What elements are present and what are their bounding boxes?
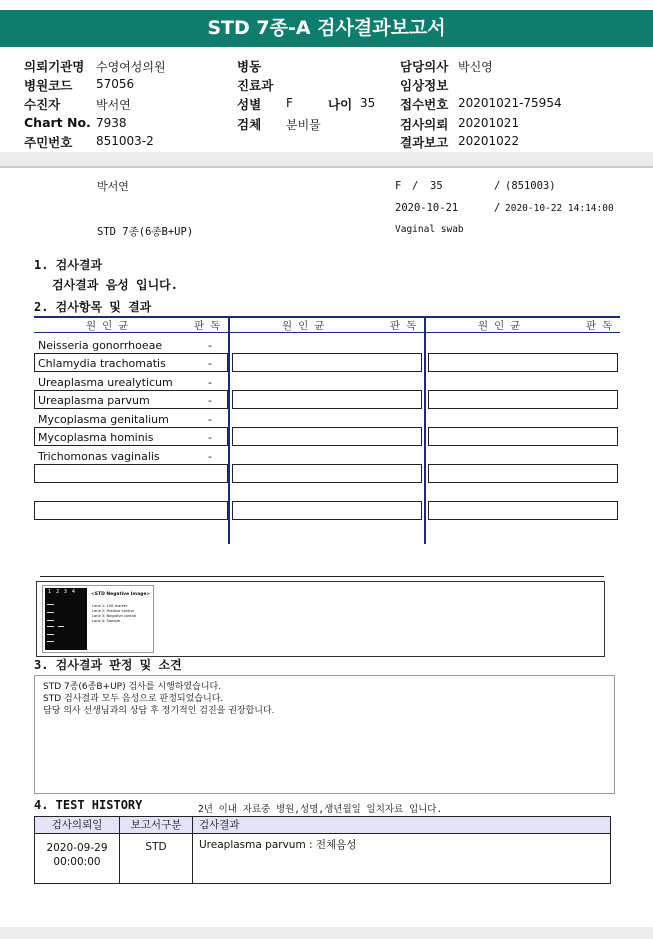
gel-legend-title: <STD Negative Image> xyxy=(91,592,151,597)
result-row-box-empty xyxy=(428,353,618,372)
gel-legend-item: Lane 2: Positive control xyxy=(92,609,134,613)
organism-result: - xyxy=(208,450,212,463)
history-result: Ureaplasma parvum : 전체음성 xyxy=(193,834,611,884)
gel-image xyxy=(42,585,154,653)
history-cell-date xyxy=(35,834,120,884)
organism-result: - xyxy=(208,394,212,407)
summary-name: 박서연 xyxy=(97,180,129,193)
summary-resident-id: (851003) xyxy=(505,180,556,192)
section-1-text: 검사결과 음성 입니다. xyxy=(52,278,179,292)
col-head-result-2: 판독 xyxy=(390,320,423,332)
header-label-ward: 병동 xyxy=(237,59,262,74)
header-value-age: 35 xyxy=(360,96,376,110)
organism-name: Neisseria gonorrhoeae xyxy=(38,339,163,352)
results-col-divider-1 xyxy=(228,316,230,544)
opinion-line: STD 검사결과 모두 음성으로 판정되었습니다. xyxy=(43,694,224,704)
header-value-specimen: 분비물 xyxy=(286,118,321,132)
organism-result: - xyxy=(208,339,212,352)
header-label-hospital-code: 병원코드 xyxy=(24,78,73,93)
organism-name: Ureaplasma urealyticum xyxy=(38,376,173,389)
gel-legend-item: Lane 1: 100-marker xyxy=(92,604,128,608)
history-row xyxy=(35,834,611,884)
organism-name: Chlamydia trachomatis xyxy=(38,357,166,370)
header-label-department: 진료과 xyxy=(237,78,274,93)
history-header-row xyxy=(35,817,611,834)
header-label-clinical-info: 임상정보 xyxy=(400,78,449,93)
history-header-type: 보고서구분 xyxy=(120,817,193,834)
opinion-line: STD 7종(6종B+UP) 검사를 시행하였습니다. xyxy=(43,682,222,692)
header-divider-shadow xyxy=(0,166,653,168)
history-type: STD xyxy=(120,834,193,884)
header-label-chart-no: Chart No. xyxy=(24,115,91,130)
header-value-request-date: 20201021 xyxy=(458,116,520,130)
header-value-doctor: 박신영 xyxy=(458,60,493,74)
gel-legend-item: Lane 4: Sample xyxy=(92,619,120,623)
result-row-box-empty xyxy=(34,464,228,483)
col-head-result-1: 판독 xyxy=(194,320,227,332)
col-head-organism-3: 원인균 xyxy=(478,320,527,332)
result-row-box-empty xyxy=(428,501,618,520)
summary-separator-3: / xyxy=(494,202,501,214)
gel-ladder-band xyxy=(47,626,54,627)
header-value-hospital-code: 57056 xyxy=(96,77,135,91)
result-row-box-empty xyxy=(428,390,618,409)
gel-sample-band xyxy=(58,626,64,627)
section-4-title: 4. TEST HISTORY xyxy=(34,798,143,812)
history-header-date: 검사의뢰일 xyxy=(35,817,120,834)
header-label-resident-no: 주민번호 xyxy=(24,135,73,150)
result-row-box-empty xyxy=(232,464,422,483)
header-value-chart-no: 7938 xyxy=(96,116,127,130)
header-label-institution: 의뢰기관명 xyxy=(24,59,85,74)
summary-separator-1: / xyxy=(412,180,419,192)
organism-result: - xyxy=(208,431,212,444)
history-time: 00:00:00 xyxy=(53,856,101,868)
history-table xyxy=(34,816,611,884)
header-label-doctor: 담당의사 xyxy=(400,59,449,74)
summary-age: 35 xyxy=(430,180,443,192)
col-head-organism-1: 원인균 xyxy=(86,320,135,332)
gel-area-top-line xyxy=(40,576,604,577)
summary-specimen: Vaginal swab xyxy=(395,224,464,235)
header-value-sex: F xyxy=(286,96,293,110)
history-header-result: 검사결과 xyxy=(193,817,611,834)
header-value-resident-no: 851003-2 xyxy=(96,134,154,148)
organism-name: Mycoplasma genitalium xyxy=(38,413,169,426)
header-label-request-date: 검사의뢰 xyxy=(400,117,449,132)
footer-bar xyxy=(0,927,653,939)
gel-legend-item: Lane 3: Negative control xyxy=(92,614,137,618)
header-value-receipt-no: 20201021-75954 xyxy=(458,96,562,110)
section-1-title: 1. 검사결과 xyxy=(34,258,103,272)
header-value-institution: 수영여성의원 xyxy=(96,60,166,74)
result-row-box-empty xyxy=(428,427,618,446)
result-row-box-empty xyxy=(232,427,422,446)
summary-request-date: 2020-10-21 xyxy=(395,202,459,214)
gel-lane-numbers: 1 2 3 4 xyxy=(48,589,76,595)
header-label-patient: 수진자 xyxy=(24,97,61,112)
header-label-age: 나이 xyxy=(328,97,353,112)
organism-name: Mycoplasma hominis xyxy=(38,431,154,444)
result-row-box-empty xyxy=(428,464,618,483)
result-row-box-empty xyxy=(232,390,422,409)
col-head-organism-2: 원인균 xyxy=(282,320,331,332)
gel-ladder-band xyxy=(47,620,54,621)
organism-name: Ureaplasma parvum xyxy=(38,394,150,407)
history-date: 2020-09-29 xyxy=(46,842,108,854)
section-2-title: 2. 검사항목 및 결과 xyxy=(34,300,152,314)
section-3-title: 3. 검사결과 판정 및 소견 xyxy=(34,658,182,672)
result-row-box-empty xyxy=(232,501,422,520)
summary-sex: F xyxy=(395,180,402,192)
history-note: 2년 이내 자료중 병원,성명,생년월일 일치자료 입니다. xyxy=(198,804,443,815)
opinion-line: 담당 의사 선생님과의 상담 후 정기적인 검진을 권장합니다. xyxy=(43,706,275,716)
organism-result: - xyxy=(208,376,212,389)
header-value-report-date: 20201022 xyxy=(458,134,520,148)
header-label-sex: 성별 xyxy=(237,97,262,112)
organism-result: - xyxy=(208,413,212,426)
header-label-receipt-no: 접수번호 xyxy=(400,97,449,112)
header-label-report-date: 결과보고 xyxy=(400,135,449,150)
header-divider xyxy=(0,152,653,166)
results-col-divider-2 xyxy=(424,316,426,544)
gel-ladder-band xyxy=(47,604,54,605)
opinion-text xyxy=(43,681,275,717)
gel-ladder-band xyxy=(47,641,54,642)
result-row-box-empty xyxy=(34,501,228,520)
header-value-patient: 박서연 xyxy=(96,98,131,112)
organism-name: Trichomonas vaginalis xyxy=(38,450,160,463)
report-title: STD 7종-A 검사결과보고서 xyxy=(0,10,653,47)
col-head-result-3: 판독 xyxy=(586,320,619,332)
summary-report-datetime: 2020-10-22 14:14:00 xyxy=(505,203,614,214)
summary-separator-2: / xyxy=(494,180,501,192)
header-label-specimen: 검체 xyxy=(237,117,262,132)
organism-result: - xyxy=(208,357,212,370)
result-row-box-empty xyxy=(232,353,422,372)
summary-test-name: STD 7종(6종B+UP) xyxy=(97,226,194,238)
gel-legend xyxy=(92,604,136,624)
gel-ladder-band xyxy=(47,634,54,635)
gel-ladder-band xyxy=(47,612,54,613)
